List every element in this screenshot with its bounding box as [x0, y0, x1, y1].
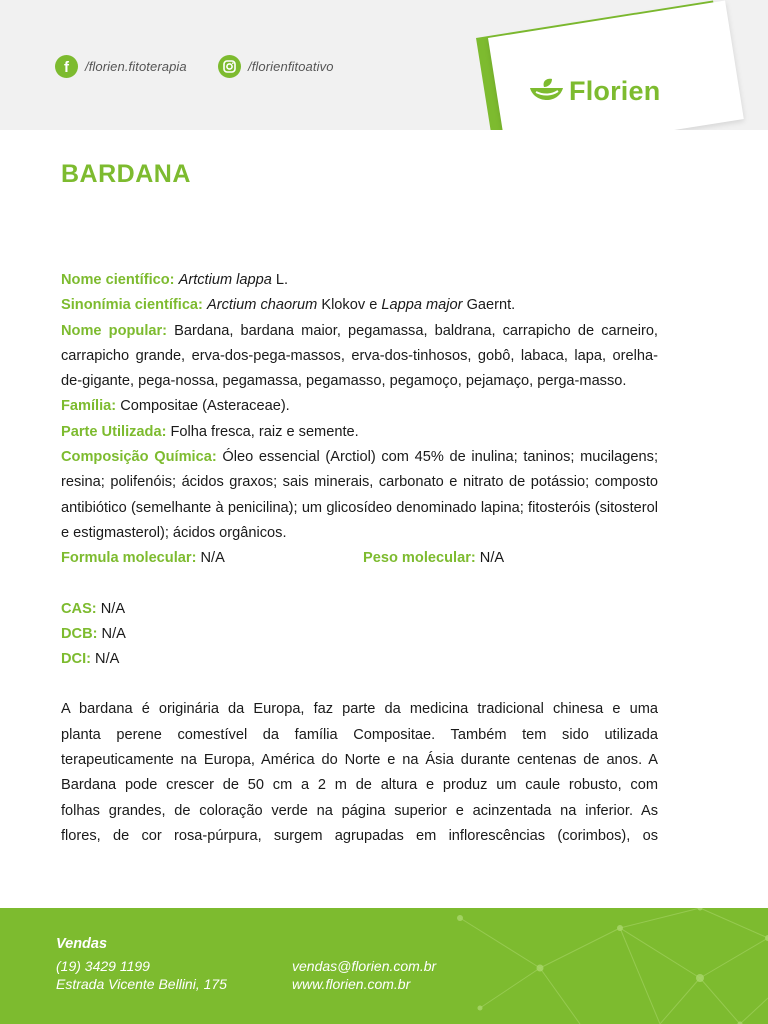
field-label: Parte Utilizada:: [61, 423, 167, 440]
brand-card-paper: [488, 0, 744, 130]
field-familia: [61, 394, 658, 419]
field-value: Lappa major: [381, 297, 463, 314]
description-line: planta perene comestível da família Compositae. Também tem sido utilizada: [61, 726, 658, 743]
field-value: Folha fresca, raiz e semente.: [166, 423, 359, 440]
field-sinonimia: [61, 293, 658, 318]
leaf-icon: [528, 77, 566, 107]
instagram-handle: /florienfitoativo: [248, 59, 334, 74]
page-title: BARDANA: [61, 160, 191, 188]
field-label: Composição Química:: [61, 449, 217, 466]
field-value: N/A: [475, 550, 505, 567]
facebook-handle: /florien.fitoterapia: [85, 59, 187, 74]
field-label: DCI:: [61, 651, 91, 668]
field-value: Klokov e: [317, 297, 382, 314]
facebook-icon: [55, 55, 78, 78]
field-value: Óleo essencial (Arctiol) com 45% de inulina; taninos; mucilagens; resina; polifenóis; ácidos graxos; sais minerais, carbonato e nitrato de potássio; composto antibiótico (semelhante à penicilina); um glicosídeo denominado lapina; fitosteróis (sitosterol e estigmasterol); ácidos orgânicos.: [61, 449, 658, 541]
field-label: CAS:: [61, 600, 97, 617]
field-nome-popular: [61, 319, 658, 395]
field-composicao: [61, 445, 658, 546]
field-value: Arctium chaorum: [206, 297, 318, 314]
field-label: Formula molecular:: [61, 550, 197, 567]
monograph-content: [61, 268, 658, 849]
field-value: Bardana, bardana maior, pegamassa, baldrana, carrapicho de carneiro, carrapicho grande, erva-dos-pega-massos, erva-dos-tinhosos, gobô, labaca, lapa, orelha-de-gigante, pega-nossa, pegamassa, pegamasso, pegamoço, pejamaço, perga-masso.: [61, 322, 658, 390]
spacer: [61, 572, 658, 597]
footer-address: Estrada Vicente Bellini, 175: [56, 976, 227, 992]
footer-phone: (19) 3429 1199: [56, 958, 150, 974]
field-value: N/A: [97, 625, 126, 642]
field-cas: [61, 597, 658, 622]
field-label: Sinonímia científica:: [61, 297, 203, 314]
instagram-link[interactable]: [218, 55, 334, 78]
field-label: DCB:: [61, 625, 98, 642]
field-value: Compositae (Asteraceae).: [116, 398, 290, 415]
florien-logo: [528, 76, 660, 107]
field-parte-utilizada: [61, 420, 658, 445]
field-label: Peso molecular:: [363, 550, 476, 567]
field-formula: [61, 546, 363, 571]
field-label: Família:: [61, 398, 117, 415]
field-label: Nome científico:: [61, 272, 175, 288]
description-line: flores, de cor rosa-púrpura, surgem agrupadas em inflorescências (corimbos), os: [61, 827, 658, 844]
facebook-link[interactable]: [55, 55, 187, 78]
field-value: N/A: [196, 550, 225, 567]
field-label: Nome popular:: [61, 322, 168, 339]
field-nome-cientifico: [61, 268, 658, 293]
footer-website-link[interactable]: www.florien.com.br: [292, 976, 411, 992]
field-dci: [61, 647, 658, 672]
field-value: N/A: [91, 651, 120, 668]
field-value: N/A: [96, 600, 126, 617]
footer-title: Vendas: [56, 936, 108, 952]
field-row-molecular: [61, 546, 658, 571]
page-footer: [0, 908, 768, 1024]
field-dcb: [61, 622, 658, 647]
description-line: folhas grandes, de coloração verde na página superior e acinzentada na inferior. As: [61, 802, 658, 819]
field-peso: [363, 546, 504, 571]
brand-card: [470, 28, 730, 130]
description-paragraph: [61, 697, 658, 849]
footer-email-link[interactable]: vendas@florien.com.br: [292, 958, 437, 974]
description-line: terapeuticamente na Europa, América do Norte e na Ásia durante centenas de anos. A: [61, 752, 658, 769]
field-value: Artctium lappa: [178, 272, 272, 288]
svg-text:f: f: [64, 59, 69, 76]
brand-name: Florien: [569, 76, 661, 106]
page-header: [0, 0, 768, 130]
field-value: L.: [271, 272, 289, 288]
instagram-icon: [218, 55, 241, 78]
description-line: Bardana pode crescer de 50 cm a 2 m de altura e produz um caule robusto, com: [61, 777, 658, 794]
description-line: A bardana é originária da Europa, faz parte da medicina tradicional chinesa e uma: [61, 701, 658, 718]
field-value: Gaernt.: [462, 297, 516, 314]
